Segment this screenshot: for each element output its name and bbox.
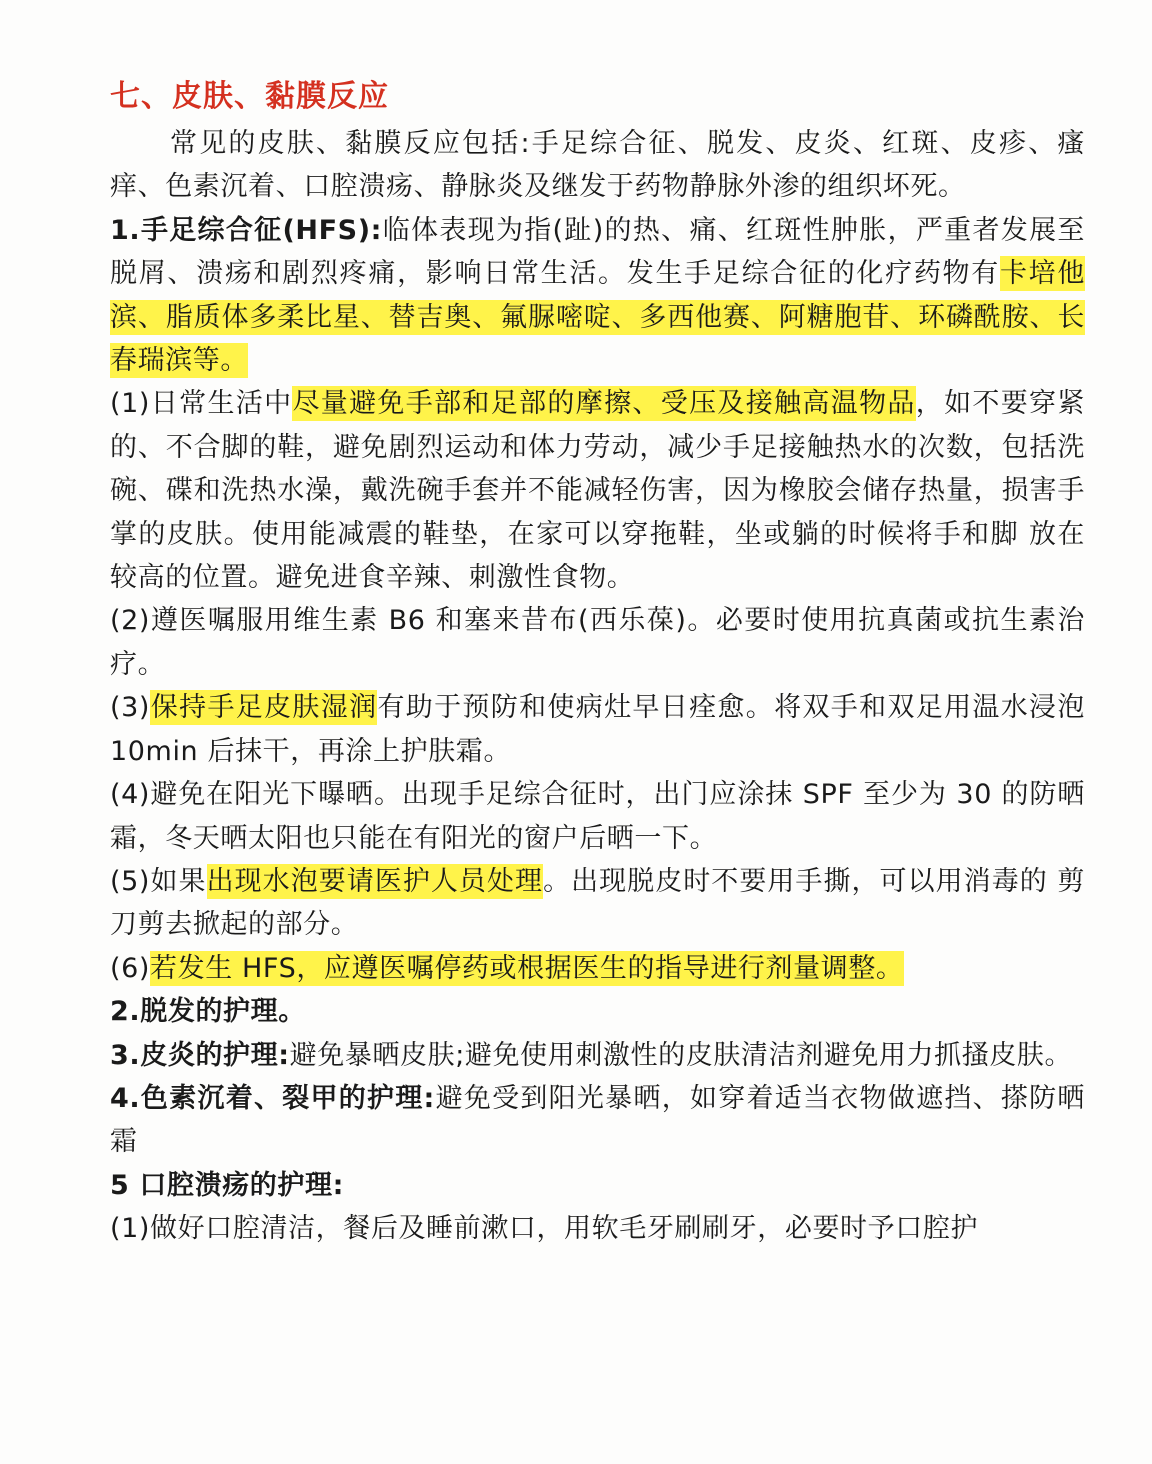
hair-care-title: 2.脱发的护理。 xyxy=(110,996,306,1028)
dermatitis-title: 3.皮炎的护理: xyxy=(110,1039,290,1071)
hfs-item-3-prefix: (3) xyxy=(110,692,151,724)
dermatitis-paragraph xyxy=(110,1034,1085,1077)
hfs-item-1 xyxy=(110,382,1085,599)
hfs-item-6 xyxy=(110,947,1085,990)
hfs-item-3-text: 有助于预防和使病灶早日痊愈。将双手和双足用温水浸泡 10min 后抹干，再涂上护肤霜。 xyxy=(110,692,1085,767)
pigment-title: 4.色素沉着、裂甲的护理: xyxy=(110,1082,435,1114)
hfs-description: 临体表现为指(趾)的热、痛、红斑性肿胀，严重者发展至脱屑、溃疡和剧烈疼痛，影响日常生活。发生手足综合征的化疗药物有 xyxy=(110,214,1085,290)
hfs-item-1-highlight: 尽量避免手部和足部的摩擦、受压及接触高温物品 xyxy=(292,388,916,420)
hfs-item-2: (2)遵医嘱服用维生素 B6 和塞来昔布(西乐葆)。必要时使用抗真菌或抗生素治疗。 xyxy=(110,605,1085,680)
hfs-item-5 xyxy=(110,860,1085,947)
oral-ulcer-title: 5 口腔溃疡的护理: xyxy=(110,1169,344,1201)
pigment-paragraph xyxy=(110,1077,1085,1164)
hfs-item-3 xyxy=(110,686,1085,773)
hfs-item-3-highlight: 保持手足皮肤湿润 xyxy=(150,692,378,724)
oral-item-1: (1)做好口腔清洁，餐后及睡前漱口，用软毛牙刷刷牙，必要时予口腔护 xyxy=(110,1213,979,1245)
hfs-item-5-prefix: (5)如果 xyxy=(110,865,207,897)
section-heading: 七、皮肤、黏膜反应 xyxy=(110,79,389,114)
hfs-item-1-prefix: (1)日常生活中 xyxy=(110,388,293,420)
pigment-text: 避免受到阳光暴晒，如穿着适当衣物做遮挡、搽防晒霜 xyxy=(110,1082,1085,1158)
hfs-item-5-text: 。出现脱皮时不要用手撕，可以用消毒的 剪刀剪去掀起的部分。 xyxy=(110,865,1086,941)
hfs-item-1-text: ，如不要穿紧的、不合脚的鞋，避免剧烈运动和体力劳动，减少手足接触热水的次数，包括洗碗、碟和洗热水澡，戴洗碗手套并不能减轻伤害，因为橡胶会储存热量，损害手掌的皮肤。使用能减震的鞋垫，在家可以穿拖鞋，坐或躺的时候将手和脚 放在较高的位置。避免进食辛辣、刺激性食物。 xyxy=(110,388,1085,594)
intro-paragraph: 常见的皮肤、黏膜反应包括:手足综合征、脱发、皮炎、红斑、皮疹、瘙痒、色素沉着、口腔溃疡、静脉炎及继发于药物静脉外渗的组织坏死。 xyxy=(110,128,1085,203)
hfs-item-5-highlight: 出现水泡要请医护人员处理 xyxy=(206,865,544,897)
hfs-item-6-highlight: 若发生 HFS，应遵医嘱停药或根据医生的指导进行剂量调整。 xyxy=(150,952,904,984)
hfs-title: 1.手足综合征(HFS): xyxy=(110,214,383,246)
hfs-item-4: (4)避免在阳光下曝晒。出现手足综合征时，出门应涂抹 SPF 至少为 30 的防晒霜，冬天晒太阳也只能在有阳光的窗户后晒一下。 xyxy=(110,779,1085,854)
hfs-drug-list-highlight: 卡培他滨、脂质体多柔比星、替吉奥、氟脲嘧啶、多西他赛、阿糖胞苷、环磷酰胺、长春瑞滨等。 xyxy=(110,258,1085,377)
dermatitis-text: 避免暴晒皮肤;避免使用刺激性的皮肤清洁剂避免用力抓搔皮肤。 xyxy=(289,1039,1073,1071)
hfs-paragraph xyxy=(110,209,1085,383)
document-content xyxy=(110,76,1085,1251)
hfs-item-6-prefix: (6) xyxy=(110,952,151,984)
